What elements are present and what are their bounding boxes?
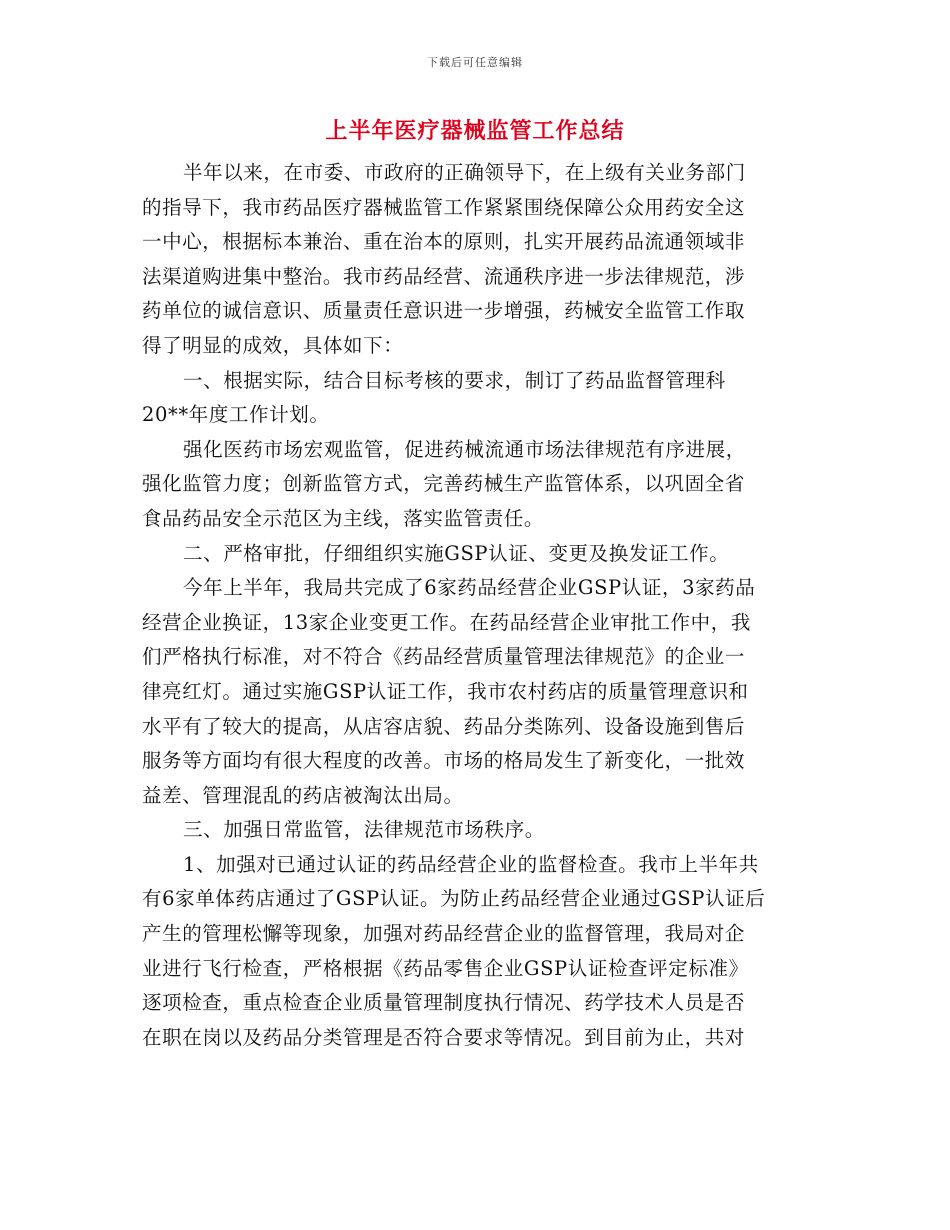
body-line: 法渠道购进集中整治。我市药品经营、流通秩序进一步法律规范，涉 [142,264,746,288]
body-line: 强化监管力度；创新监管方式，完善药械生产监管体系，以巩固全省 [142,472,746,496]
body-line: 律亮红灯。通过实施GSP认证工作，我市农村药店的质量管理意识和 [142,679,749,703]
body-line: 有6家单体药店通过了GSP认证。为防止药品经营企业通过GSP认证后 [142,887,766,911]
body-line: 药单位的诚信意识、质量责任意识进一步增强，药械安全监管工作取 [142,299,746,323]
body-line: 在职在岗以及药品分类管理是否符合要求等情况。到目前为止，共对 [142,1025,746,1049]
document-title: 上半年医疗器械监管工作总结 [325,118,625,144]
body-line: 一、根据实际，结合目标考核的要求，制订了药品监督管理科 [183,368,726,392]
body-line: 三、加强日常监管，法律规范市场秩序。 [183,818,545,842]
body-line: 半年以来，在市委、市政府的正确领导下，在上级有关业务部门 [183,161,746,184]
body-line: 食品药品安全示范区为主线，落实监管责任。 [142,506,545,530]
header-note: 下载后可任意编辑 [427,56,523,69]
body-line: 经营企业换证，13家企业变更工作。在药品经营企业审批工作中，我 [142,610,751,634]
body-line: 二、严格审批，仔细组织实施GSP认证、变更及换发证工作。 [183,541,730,565]
body-line: 20**年度工作计划。 [142,403,330,427]
body-line: 益差、管理混乱的药店被淘汰出局。 [142,783,464,807]
body-line: 得了明显的成效，具体如下： [142,333,404,357]
body-line: 产生的管理松懈等现象，加强对药品经营企业的监督管理，我局对企 [142,922,746,946]
body-line: 强化医药市场宏观监管，促进药械流通市场法律规范有序进展， [183,437,746,461]
document-body [142,156,806,1055]
body-line: 水平有了较大的提高，从店容店貌、药品分类陈列、设备设施到售后 [142,714,746,738]
body-line: 业进行飞行检查，严格根据《药品零售企业GSP认证检查评定标准》 [142,956,749,980]
body-line: 的指导下，我市药品医疗器械监管工作紧紧围绕保障公众用药安全这 [142,195,746,219]
body-line: 一中心，根据标本兼治、重在治本的原则，扎实开展药品流通领域非 [142,230,746,254]
body-line: 服务等方面均有很大程度的改善。市场的格局发生了新变化，一批效 [142,749,746,773]
body-line: 今年上半年，我局共完成了6家药品经营企业GSP认证，3家药品 [183,576,756,600]
body-line: 们严格执行标准，对不符合《药品经营质量管理法律规范》的企业一 [142,645,746,669]
body-line: 1、加强对已通过认证的药品经营企业的监督检查。我市上半年共 [183,852,759,876]
body-line: 逐项检查，重点检查企业质量管理制度执行情况、药学技术人员是否 [142,991,746,1015]
